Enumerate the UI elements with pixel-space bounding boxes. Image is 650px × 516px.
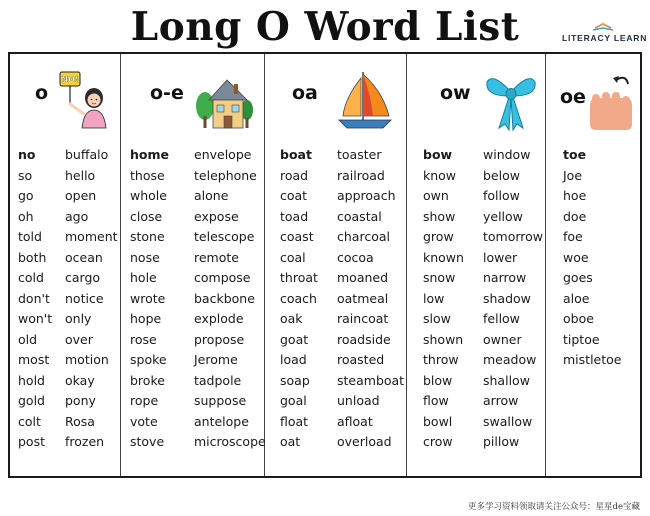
word-item: motion bbox=[65, 352, 109, 367]
word-item: toe bbox=[563, 147, 587, 162]
word-item: low bbox=[423, 290, 445, 306]
word-item: most bbox=[18, 352, 50, 367]
word-item: frozen bbox=[65, 434, 105, 449]
word-item: tadpole bbox=[194, 372, 242, 388]
word-item: ago bbox=[65, 208, 89, 224]
word-item: goes bbox=[563, 270, 593, 285]
section-ow-list-2 bbox=[483, 145, 543, 453]
word-item: expose bbox=[194, 208, 239, 224]
word-item: oboe bbox=[563, 311, 594, 326]
word-item: shown bbox=[423, 331, 464, 347]
section-oa-list-2 bbox=[337, 145, 404, 453]
section-ow-label: ow bbox=[440, 82, 471, 104]
word-item: tiptoe bbox=[563, 331, 600, 347]
word-item: buffalo bbox=[65, 147, 109, 162]
word-item: window bbox=[483, 147, 531, 162]
word-item: owner bbox=[483, 331, 522, 347]
word-item: both bbox=[18, 249, 47, 265]
word-item: cocoa bbox=[337, 249, 374, 265]
word-item: roadside bbox=[337, 331, 391, 347]
blue-bow-icon bbox=[483, 70, 539, 132]
sailboat-icon bbox=[335, 68, 395, 132]
section-oa-label: oa bbox=[292, 82, 318, 104]
word-item: moment bbox=[65, 229, 118, 244]
word-item: stove bbox=[130, 434, 165, 449]
section-oe-label: oe bbox=[560, 86, 586, 108]
word-list-panel bbox=[8, 52, 642, 478]
word-item: charcoal bbox=[337, 229, 390, 244]
word-item: goal bbox=[280, 393, 307, 408]
section-ow-list-1 bbox=[423, 145, 464, 453]
word-item: okay bbox=[65, 372, 95, 388]
word-item: ocean bbox=[65, 249, 103, 265]
word-item: hoe bbox=[563, 188, 587, 203]
word-item: microscope bbox=[194, 434, 266, 449]
section-o-e-label: o-e bbox=[150, 82, 184, 104]
word-item: aloe bbox=[563, 290, 590, 306]
word-item: moaned bbox=[337, 270, 389, 285]
section-oe-list bbox=[563, 145, 621, 371]
word-item: broke bbox=[130, 372, 165, 388]
word-item: over bbox=[65, 331, 93, 347]
word-item: toad bbox=[280, 208, 309, 224]
section-oa-header bbox=[265, 54, 406, 136]
section-ow bbox=[407, 54, 546, 476]
word-item: afloat bbox=[337, 413, 373, 429]
brand-name: LITERACY LEARN bbox=[562, 33, 648, 43]
no-sign-text: NO! bbox=[61, 75, 79, 84]
word-item: coastal bbox=[337, 208, 382, 224]
word-item: throat bbox=[280, 270, 318, 285]
word-item: vote bbox=[130, 413, 158, 429]
word-item: explode bbox=[194, 311, 244, 326]
word-item: roasted bbox=[337, 352, 385, 367]
word-item: follow bbox=[483, 188, 520, 203]
word-item: approach bbox=[337, 188, 396, 203]
word-item: cargo bbox=[65, 270, 101, 285]
section-o-e bbox=[121, 54, 265, 476]
word-item: hope bbox=[130, 311, 162, 326]
word-item: steamboat bbox=[337, 372, 405, 388]
word-item: meadow bbox=[483, 352, 537, 367]
word-item: compose bbox=[194, 270, 251, 285]
word-item: telephone bbox=[194, 167, 257, 183]
word-item: coal bbox=[280, 249, 306, 265]
section-o-list-2 bbox=[65, 145, 118, 453]
word-item: old bbox=[18, 331, 38, 347]
word-item: hello bbox=[65, 167, 96, 183]
book-icon bbox=[592, 22, 614, 32]
word-item: don't bbox=[18, 290, 50, 306]
word-item: Joe bbox=[563, 167, 583, 183]
word-item: go bbox=[18, 188, 34, 203]
footer-note: 更多学习资料领取请关注公众号：星星de宝藏 bbox=[468, 502, 640, 512]
section-o-label: o bbox=[35, 82, 49, 104]
word-item: own bbox=[423, 188, 449, 203]
word-item: goat bbox=[280, 331, 309, 347]
word-item: Jerome bbox=[194, 352, 238, 367]
section-o-e-list-1 bbox=[130, 145, 169, 453]
word-item: narrow bbox=[483, 270, 527, 285]
word-item: slow bbox=[423, 311, 451, 326]
word-item: show bbox=[423, 208, 456, 224]
word-item: stone bbox=[130, 229, 165, 244]
word-item: shadow bbox=[483, 290, 531, 306]
word-item: foe bbox=[563, 229, 583, 244]
word-item: propose bbox=[194, 331, 245, 347]
word-item: only bbox=[65, 311, 92, 326]
word-item: coat bbox=[280, 188, 308, 203]
word-item: soap bbox=[280, 372, 310, 388]
section-ow-header bbox=[407, 54, 545, 136]
word-item: telescope bbox=[194, 229, 255, 244]
word-item: overload bbox=[337, 434, 392, 449]
word-item: backbone bbox=[194, 290, 255, 306]
word-item: float bbox=[280, 413, 309, 429]
girl-with-no-sign-icon bbox=[58, 70, 114, 132]
word-item: no bbox=[18, 147, 36, 162]
word-item: hole bbox=[130, 270, 157, 285]
word-item: oatmeal bbox=[337, 290, 389, 306]
section-oe-header bbox=[546, 54, 640, 136]
word-item: shallow bbox=[483, 372, 530, 388]
word-item: boat bbox=[280, 147, 312, 162]
word-item: whole bbox=[130, 188, 167, 203]
word-item: spoke bbox=[130, 352, 167, 367]
word-item: remote bbox=[194, 249, 239, 265]
word-item: pillow bbox=[483, 434, 520, 449]
section-o-header bbox=[10, 54, 120, 136]
word-item: hold bbox=[18, 372, 45, 388]
word-item: those bbox=[130, 167, 165, 183]
word-item: lower bbox=[483, 249, 518, 265]
section-oe bbox=[546, 54, 640, 476]
word-item: load bbox=[280, 352, 307, 367]
section-oa-list-1 bbox=[280, 145, 318, 453]
word-item: snow bbox=[423, 270, 456, 285]
word-item: oh bbox=[18, 208, 34, 224]
word-item: rope bbox=[130, 393, 159, 408]
word-item: rose bbox=[130, 331, 157, 347]
word-item: notice bbox=[65, 290, 104, 306]
word-item: so bbox=[18, 167, 33, 183]
word-item: nose bbox=[130, 249, 160, 265]
word-item: suppose bbox=[194, 393, 247, 408]
word-item: Rosa bbox=[65, 413, 95, 429]
brand-logo bbox=[562, 22, 648, 48]
word-item: wrote bbox=[130, 290, 166, 306]
word-item: won't bbox=[18, 311, 53, 326]
word-item: coast bbox=[280, 229, 314, 244]
word-item: road bbox=[280, 167, 309, 183]
word-item: oat bbox=[280, 434, 301, 449]
word-item: oak bbox=[280, 311, 303, 326]
word-item: arrow bbox=[483, 393, 519, 408]
section-oa bbox=[265, 54, 407, 476]
word-item: blow bbox=[423, 372, 453, 388]
word-item: railroad bbox=[337, 167, 385, 183]
word-item: home bbox=[130, 147, 169, 162]
word-item: bowl bbox=[423, 413, 453, 429]
word-item: close bbox=[130, 208, 163, 224]
word-item: woe bbox=[563, 249, 589, 265]
toe-icon bbox=[586, 70, 636, 132]
word-item: swallow bbox=[483, 413, 533, 429]
word-item: told bbox=[18, 229, 42, 244]
word-item: antelope bbox=[194, 413, 249, 429]
word-item: alone bbox=[194, 188, 229, 203]
word-item: cold bbox=[18, 270, 44, 285]
word-item: coach bbox=[280, 290, 317, 306]
section-o bbox=[10, 54, 121, 476]
word-item: toaster bbox=[337, 147, 382, 162]
page-title: Long O Word List bbox=[130, 4, 520, 50]
word-item: raincoat bbox=[337, 311, 389, 326]
section-o-e-list-2 bbox=[194, 145, 266, 453]
word-item: post bbox=[18, 434, 45, 449]
word-item: below bbox=[483, 167, 520, 183]
word-item: mistletoe bbox=[563, 352, 622, 367]
word-item: colt bbox=[18, 413, 41, 429]
word-item: crow bbox=[423, 434, 453, 449]
section-o-list-1 bbox=[18, 145, 52, 453]
word-item: bow bbox=[423, 147, 453, 162]
word-item: gold bbox=[18, 393, 45, 408]
section-o-e-header bbox=[121, 54, 264, 136]
word-item: grow bbox=[423, 229, 454, 244]
word-item: open bbox=[65, 188, 97, 203]
word-item: pony bbox=[65, 393, 96, 408]
house-with-trees-icon bbox=[193, 70, 255, 132]
word-item: yellow bbox=[483, 208, 523, 224]
word-item: throw bbox=[423, 352, 459, 367]
word-item: doe bbox=[563, 208, 587, 224]
word-item: fellow bbox=[483, 311, 520, 326]
word-item: known bbox=[423, 249, 464, 265]
word-item: know bbox=[423, 167, 457, 183]
word-item: flow bbox=[423, 393, 449, 408]
word-item: envelope bbox=[194, 147, 252, 162]
word-item: tomorrow bbox=[483, 229, 544, 244]
word-item: unload bbox=[337, 393, 380, 408]
